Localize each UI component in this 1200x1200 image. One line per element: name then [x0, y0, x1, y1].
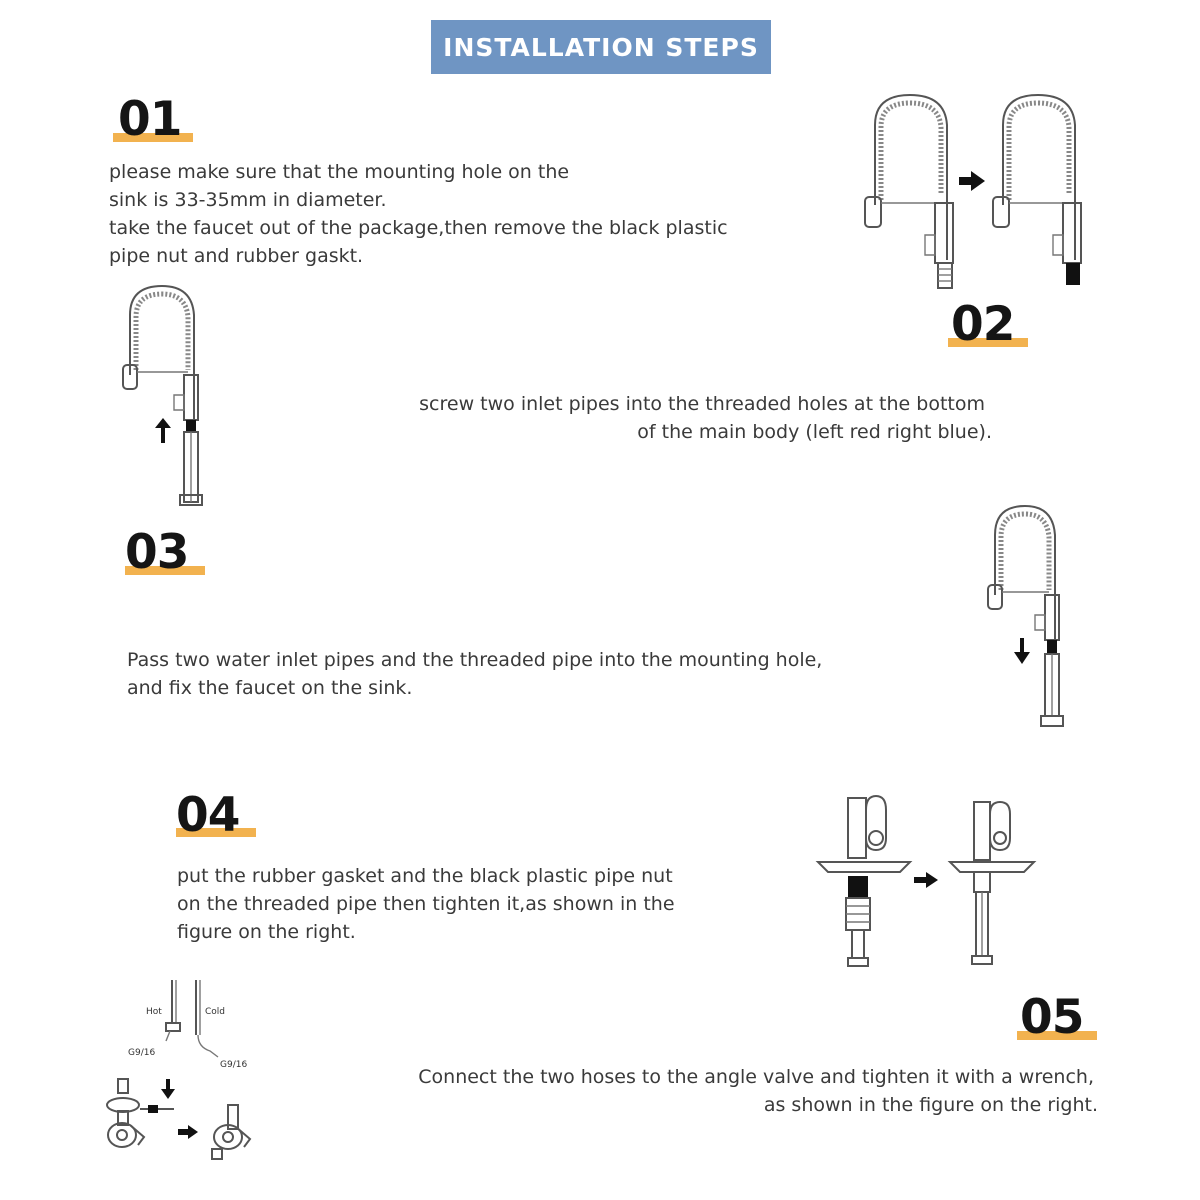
step-04-line-3: figure on the right.: [177, 921, 356, 943]
step-05-text: [320, 1063, 1098, 1119]
step-03-illustration: [985, 500, 1075, 735]
step-01-line-3: take the faucet out of the package,then remove the black plastic: [109, 217, 728, 239]
arrow-right-icon: [959, 171, 985, 191]
step-01-line-2: sink is 33-35mm in diameter.: [109, 189, 387, 211]
faucet-icon: [123, 286, 202, 505]
step-02-illustration: [120, 280, 230, 515]
step-05-illustration: [100, 975, 270, 1165]
step-03-number: 03: [125, 525, 189, 580]
step-01-text: [109, 158, 728, 270]
step-02-line-1: screw two inlet pipes into the threaded holes at the bottom: [419, 393, 985, 415]
faucet-after-icon: [993, 95, 1081, 285]
step-01-number: 01: [118, 92, 182, 147]
step-04-illustration: [810, 790, 1040, 975]
g-right-label: G9/16: [220, 1060, 248, 1070]
step-05-line-1: Connect the two hoses to the angle valve and tighten it with a wrench,: [418, 1066, 1094, 1088]
arrow-right-icon: [178, 1125, 198, 1139]
hot-label: Hot: [146, 1007, 162, 1017]
step-04-number: 04: [176, 788, 240, 843]
step-04-line-2: on the threaded pipe then tighten it,as shown in the: [177, 893, 675, 915]
step-01-line-1: please make sure that the mounting hole on the: [109, 161, 570, 183]
step-05-line-2: as shown in the figure on the right.: [763, 1094, 1098, 1116]
arrow-down-icon: [1014, 638, 1030, 664]
faucet-base-before-icon: [818, 796, 910, 966]
step-04-line-1: put the rubber gasket and the black plastic pipe nut: [177, 865, 673, 887]
step-03-text: [127, 646, 822, 702]
cold-label: Cold: [205, 1007, 226, 1017]
arrow-up-icon: [155, 418, 171, 443]
step-03-line-2: and fix the faucet on the sink.: [127, 677, 413, 699]
arrow-right-icon: [914, 872, 938, 888]
faucet-base-after-icon: [950, 802, 1034, 964]
step-02-number: 02: [951, 297, 1015, 352]
g-left-label: G9/16: [128, 1048, 156, 1058]
step-02-text: [330, 390, 992, 446]
step-02-line-2: of the main body (left red right blue).: [637, 421, 992, 443]
page-title: INSTALLATION STEPS: [443, 32, 759, 62]
step-03-line-1: Pass two water inlet pipes and the threaded pipe into the mounting hole,: [127, 649, 823, 671]
hoses-icon: [128, 980, 247, 1070]
faucet-icon: [988, 506, 1063, 726]
step-01-illustration: [855, 85, 1095, 295]
step-04-text: [177, 862, 675, 946]
faucet-before-icon: [865, 95, 953, 288]
step-05-number: 05: [1020, 990, 1084, 1045]
arrow-down-icon: [161, 1079, 175, 1099]
step-01-line-4: pipe nut and rubber gaskt.: [109, 245, 364, 267]
angle-valve-after-icon: [212, 1105, 250, 1159]
page-title-banner: [431, 20, 771, 74]
